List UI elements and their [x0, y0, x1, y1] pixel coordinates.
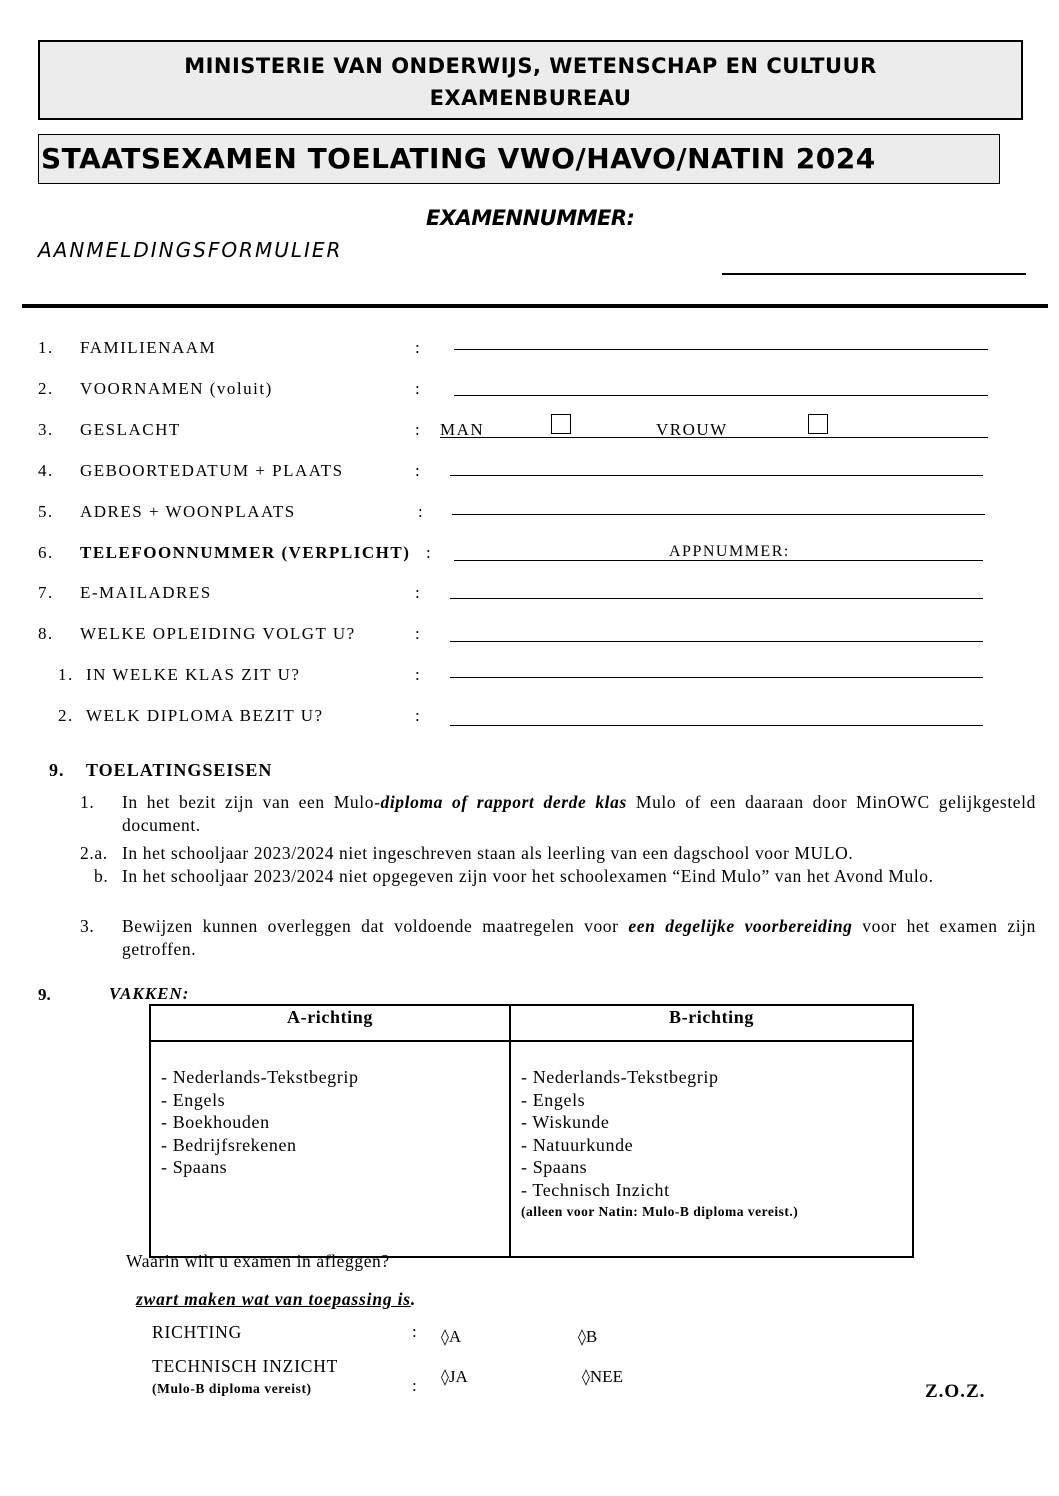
requirement-3	[80, 915, 1040, 963]
subjects-title: VAKKEN:	[109, 984, 190, 1003]
col-a-subjects	[150, 1041, 510, 1257]
option-man-label: MAN	[440, 420, 485, 439]
requirement-number: 2.a.	[80, 843, 108, 863]
zoz-label: Z.O.Z.	[925, 1381, 986, 1402]
field-telefoon	[0, 543, 1059, 573]
option-vrouw-label: VROUW	[656, 420, 728, 439]
field-number: 1.	[58, 665, 74, 684]
field-label: WELKE OPLEIDING VOLGT U?	[80, 624, 356, 643]
tech-option-nee[interactable]: ◊NEE	[582, 1367, 623, 1386]
subject-item: - Spaans	[161, 1157, 228, 1177]
field-colon: :	[418, 502, 425, 521]
field-colon: :	[415, 706, 422, 725]
field-label: GESLACHT	[80, 420, 181, 439]
header-divider	[22, 304, 1048, 308]
field-geboortedatum	[0, 461, 1059, 491]
field-label: VOORNAMEN (voluit)	[80, 379, 273, 398]
vrouw-checkbox[interactable]	[808, 414, 828, 434]
field-voornamen	[0, 379, 1059, 409]
diamond-icon: ◊	[441, 1367, 449, 1386]
requirement-2b	[80, 865, 1040, 913]
tech-label: TECHNISCH INZICHT	[152, 1356, 339, 1376]
field-familienaam	[0, 338, 1059, 368]
ministry-header-box	[38, 40, 1023, 120]
klas-input[interactable]	[450, 677, 983, 678]
field-label: FAMILIENAAM	[80, 338, 217, 357]
field-geslacht	[0, 420, 1059, 450]
subject-item: - Engels	[521, 1089, 586, 1110]
requirement-2a	[80, 842, 1040, 866]
field-number: 2.	[38, 379, 54, 398]
field-colon: :	[426, 543, 433, 562]
col-a-header: A-richting	[150, 1005, 510, 1041]
field-colon: :	[415, 583, 422, 602]
field-label: ADRES + WOONPLAATS	[80, 502, 296, 521]
opleiding-input[interactable]	[450, 641, 983, 642]
geslacht-underline	[440, 437, 988, 438]
field-klas	[0, 665, 1059, 695]
field-label: GEBOORTEDATUM + PLAATS	[80, 461, 344, 480]
tech-note: (Mulo-B diploma vereist)	[152, 1381, 312, 1396]
field-number: 3.	[38, 420, 54, 439]
subject-item: - Nederlands-Tekstbegrip	[161, 1067, 359, 1087]
col-b-header: B-richting	[510, 1005, 913, 1041]
natin-note: (alleen voor Natin: Mulo-B diploma vereist.)	[521, 1204, 799, 1219]
field-label: E-MAILADRES	[80, 583, 212, 602]
requirement-number: b.	[94, 866, 109, 886]
field-colon: :	[415, 461, 422, 480]
subject-item: - Wiskunde	[521, 1112, 610, 1132]
field-label: IN WELKE KLAS ZIT U?	[86, 665, 301, 684]
telefoon-input[interactable]	[454, 560, 983, 561]
field-colon: :	[415, 338, 422, 357]
field-colon: :	[415, 665, 422, 684]
field-number: 4.	[38, 461, 54, 480]
voornamen-input[interactable]	[454, 395, 988, 396]
subject-item: - Nederlands-Tekstbegrip	[521, 1067, 719, 1087]
field-number: 5.	[38, 502, 54, 521]
richting-label: RICHTING	[152, 1322, 243, 1342]
field-label: TELEFOONNUMMER (VERPLICHT)	[80, 543, 411, 562]
app-number-label: APPNUMMER:	[669, 543, 790, 560]
richting-colon: :	[412, 1322, 417, 1341]
subjects-table	[149, 1004, 914, 1258]
choice-question: Waarin wilt u examen in afleggen?	[126, 1251, 390, 1271]
requirement-number: 3.	[80, 916, 95, 936]
requirement-text: In het schooljaar 2023/2024 niet opgegeven zijn voor het schoolexamen “Eind Mulo” van het Avond Mulo.	[122, 866, 934, 886]
requirements-number: 9.	[49, 760, 65, 780]
field-label: WELK DIPLOMA BEZIT U?	[86, 706, 324, 725]
subject-item: - Bedrijfsrekenen	[161, 1134, 297, 1155]
bureau-name: EXAMENBUREAU	[429, 86, 632, 110]
exam-number-field[interactable]	[722, 273, 1026, 275]
exam-title: STAATSEXAMEN TOELATING VWO/HAVO/NATIN 2024	[38, 134, 1000, 184]
familienaam-input[interactable]	[454, 349, 988, 350]
field-number: 8.	[38, 624, 54, 643]
field-number: 2.	[58, 706, 74, 725]
tech-colon: :	[412, 1376, 417, 1395]
man-checkbox[interactable]	[551, 414, 571, 434]
diamond-icon: ◊	[441, 1327, 449, 1346]
requirements-title: TOELATINGSEISEN	[86, 760, 273, 780]
requirement-number: 1.	[80, 792, 95, 812]
email-input[interactable]	[450, 598, 983, 599]
field-number: 7.	[38, 583, 54, 602]
field-number: 6.	[38, 543, 54, 562]
ministry-name: MINISTERIE VAN ONDERWIJS, WETENSCHAP EN CULTUUR	[184, 54, 877, 78]
richting-option-b[interactable]: ◊B	[578, 1327, 598, 1346]
subject-item: - Boekhouden	[161, 1112, 270, 1132]
diamond-icon: ◊	[578, 1327, 586, 1346]
requirement-1	[80, 791, 1040, 839]
subject-item: - Spaans	[521, 1157, 588, 1177]
diploma-input[interactable]	[450, 725, 983, 726]
field-colon: :	[415, 379, 422, 398]
form-label: AANMELDINGSFORMULIER	[38, 238, 343, 262]
field-diploma	[0, 706, 1059, 736]
adres-input[interactable]	[452, 514, 985, 515]
field-adres	[0, 502, 1059, 532]
diamond-icon: ◊	[582, 1367, 590, 1386]
requirement-text: In het schooljaar 2023/2024 niet ingeschreven staan als leerling van een dagschool voor MULO.	[122, 843, 854, 863]
choice-instruction: zwart maken wat van toepassing is.	[136, 1289, 417, 1309]
subject-item: - Technisch Inzicht	[521, 1179, 670, 1200]
subject-item: - Engels	[161, 1089, 226, 1110]
exam-number-label: EXAMENNUMMER:	[426, 206, 635, 230]
field-colon: :	[415, 420, 422, 439]
field-colon: :	[415, 624, 422, 643]
subject-item: - Natuurkunde	[521, 1134, 634, 1155]
field-email	[0, 583, 1059, 613]
field-opleiding	[0, 624, 1059, 654]
requirement-text: In het bezit zijn van een Mulo-diploma of rapport derde klas Mulo of een daaraan door MinOWC gelijkgesteld document.	[122, 792, 1036, 835]
field-number: 1.	[38, 338, 54, 357]
geboortedatum-input[interactable]	[450, 475, 983, 476]
richting-option-a[interactable]: ◊A	[441, 1327, 462, 1346]
col-b-subjects	[510, 1041, 913, 1257]
tech-option-ja[interactable]: ◊JA	[441, 1367, 468, 1386]
subjects-number: 9.	[38, 985, 51, 1004]
requirement-text: Bewijzen kunnen overleggen dat voldoende maatregelen voor een degelijke voorbereiding voor het examen zijn getroffen.	[122, 916, 1036, 959]
